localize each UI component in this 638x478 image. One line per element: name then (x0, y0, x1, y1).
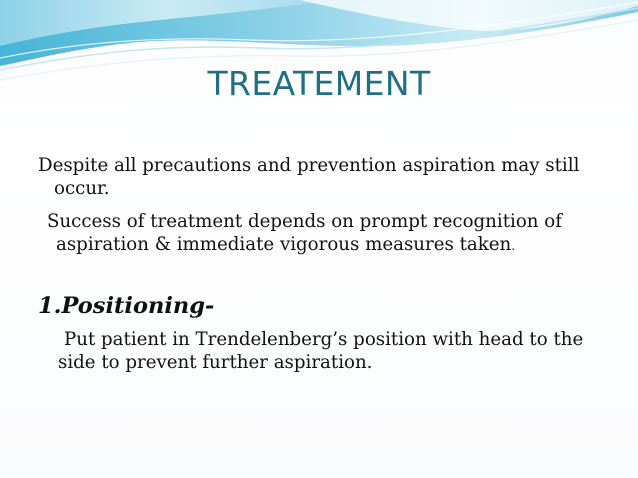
slide-title: TREATEMENT (207, 64, 431, 103)
paragraph-positioning (58, 328, 604, 374)
paragraph-precautions-line-2: occur. (54, 178, 110, 199)
paragraph-treatment-success-period: . (511, 239, 516, 253)
paragraph-treatment-success (47, 210, 607, 258)
paragraph-precautions (38, 154, 598, 200)
paragraph-precautions-line-1: Despite all precautions and prevention aspiration may still (38, 155, 580, 176)
paragraph-positioning-line-1: Put patient in Trendelenberg’s position with head to the (64, 329, 584, 350)
section-heading-positioning: 1.Positioning- (38, 293, 215, 319)
paragraph-treatment-success-line-1: Success of treatment depends on prompt recognition of (47, 211, 562, 232)
paragraph-treatment-success-line-2-wrap (47, 233, 607, 258)
paragraph-positioning-line-2: side to prevent further aspiration. (58, 352, 373, 373)
paragraph-treatment-success-line-2: aspiration & immediate vigorous measures taken (56, 234, 512, 255)
